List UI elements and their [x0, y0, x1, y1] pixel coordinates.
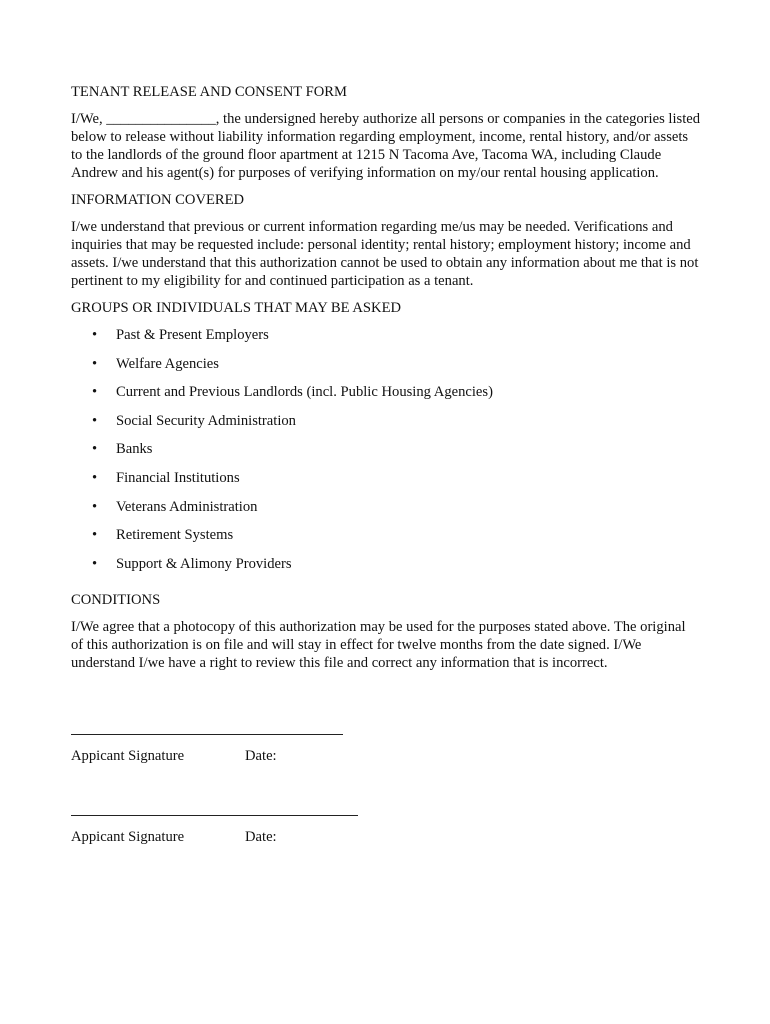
signature-block-2 [71, 815, 358, 846]
document-body [71, 83, 711, 681]
list-item [71, 498, 711, 527]
group-label: Veterans Administration [116, 498, 258, 515]
bullet-icon: • [92, 555, 98, 572]
date-label: Date: [245, 829, 277, 845]
bullet-icon: • [92, 355, 98, 372]
bullet-icon: • [92, 384, 98, 401]
list-item [71, 555, 711, 584]
list-item [71, 355, 711, 384]
bullet-icon: • [92, 498, 98, 515]
information-covered-heading: INFORMATION COVERED [71, 192, 245, 208]
group-label: Current and Previous Landlords (incl. Public Housing Agencies) [116, 384, 493, 401]
list-item [71, 412, 711, 441]
list-item [71, 469, 711, 498]
bullet-icon: • [92, 441, 98, 458]
bullet-icon: • [92, 527, 98, 544]
list-item [71, 326, 711, 355]
conditions-heading: CONDITIONS [71, 592, 161, 609]
group-label: Past & Present Employers [116, 327, 269, 343]
group-label: Banks [116, 441, 153, 458]
group-label: Support & Alimony Providers [116, 555, 292, 572]
signature-line[interactable] [71, 815, 358, 816]
signature-line[interactable] [71, 734, 343, 735]
list-item [71, 526, 711, 555]
signature-label: Appicant Signature [71, 829, 185, 845]
group-label: Welfare Agencies [116, 355, 219, 372]
signature-label: Appicant Signature [71, 748, 185, 764]
group-label: Financial Institutions [116, 469, 240, 486]
list-item [71, 383, 711, 412]
intro-paragraph: I/We, _______________, the undersigned hereby authorize all persons or companies in the categories listed below to release without liability information regarding employment, income, rental history, and/or assets to the landlords of the ground floor apartment at 1215 N Tacoma Ave, Tacoma WA, including Claude Andrew and his agent(s) for purposes of verifying information on my/our rental housing application. [71, 111, 701, 181]
groups-heading: GROUPS OR INDIVIDUALS THAT MAY BE ASKED [71, 300, 402, 316]
bullet-icon: • [92, 327, 98, 343]
form-title: TENANT RELEASE AND CONSENT FORM [71, 84, 347, 100]
groups-list [71, 326, 711, 583]
conditions-paragraph: I/We agree that a photocopy of this authorization may be used for the purposes stated above. The original of this authorization is on file and will stay in effect for twelve months from the date signed. I/We understand I/we have a right to review this file and correct any information that is incorrect. [71, 619, 686, 672]
signature-block-1 [71, 734, 343, 765]
bullet-icon: • [92, 469, 98, 486]
group-label: Social Security Administration [116, 412, 296, 429]
date-label: Date: [245, 748, 277, 764]
bullet-icon: • [92, 412, 98, 429]
group-label: Retirement Systems [116, 527, 234, 544]
list-item [71, 440, 711, 469]
information-covered-paragraph: I/we understand that previous or current information regarding me/us may be needed. Verifications and inquiries that may be requested include: personal identity; rental history; employment history; income and assets. I/we understand that this authorization cannot be used to obtain any information about me that is not pertinent to my eligibility for and continued participation as a tenant. [71, 219, 699, 289]
